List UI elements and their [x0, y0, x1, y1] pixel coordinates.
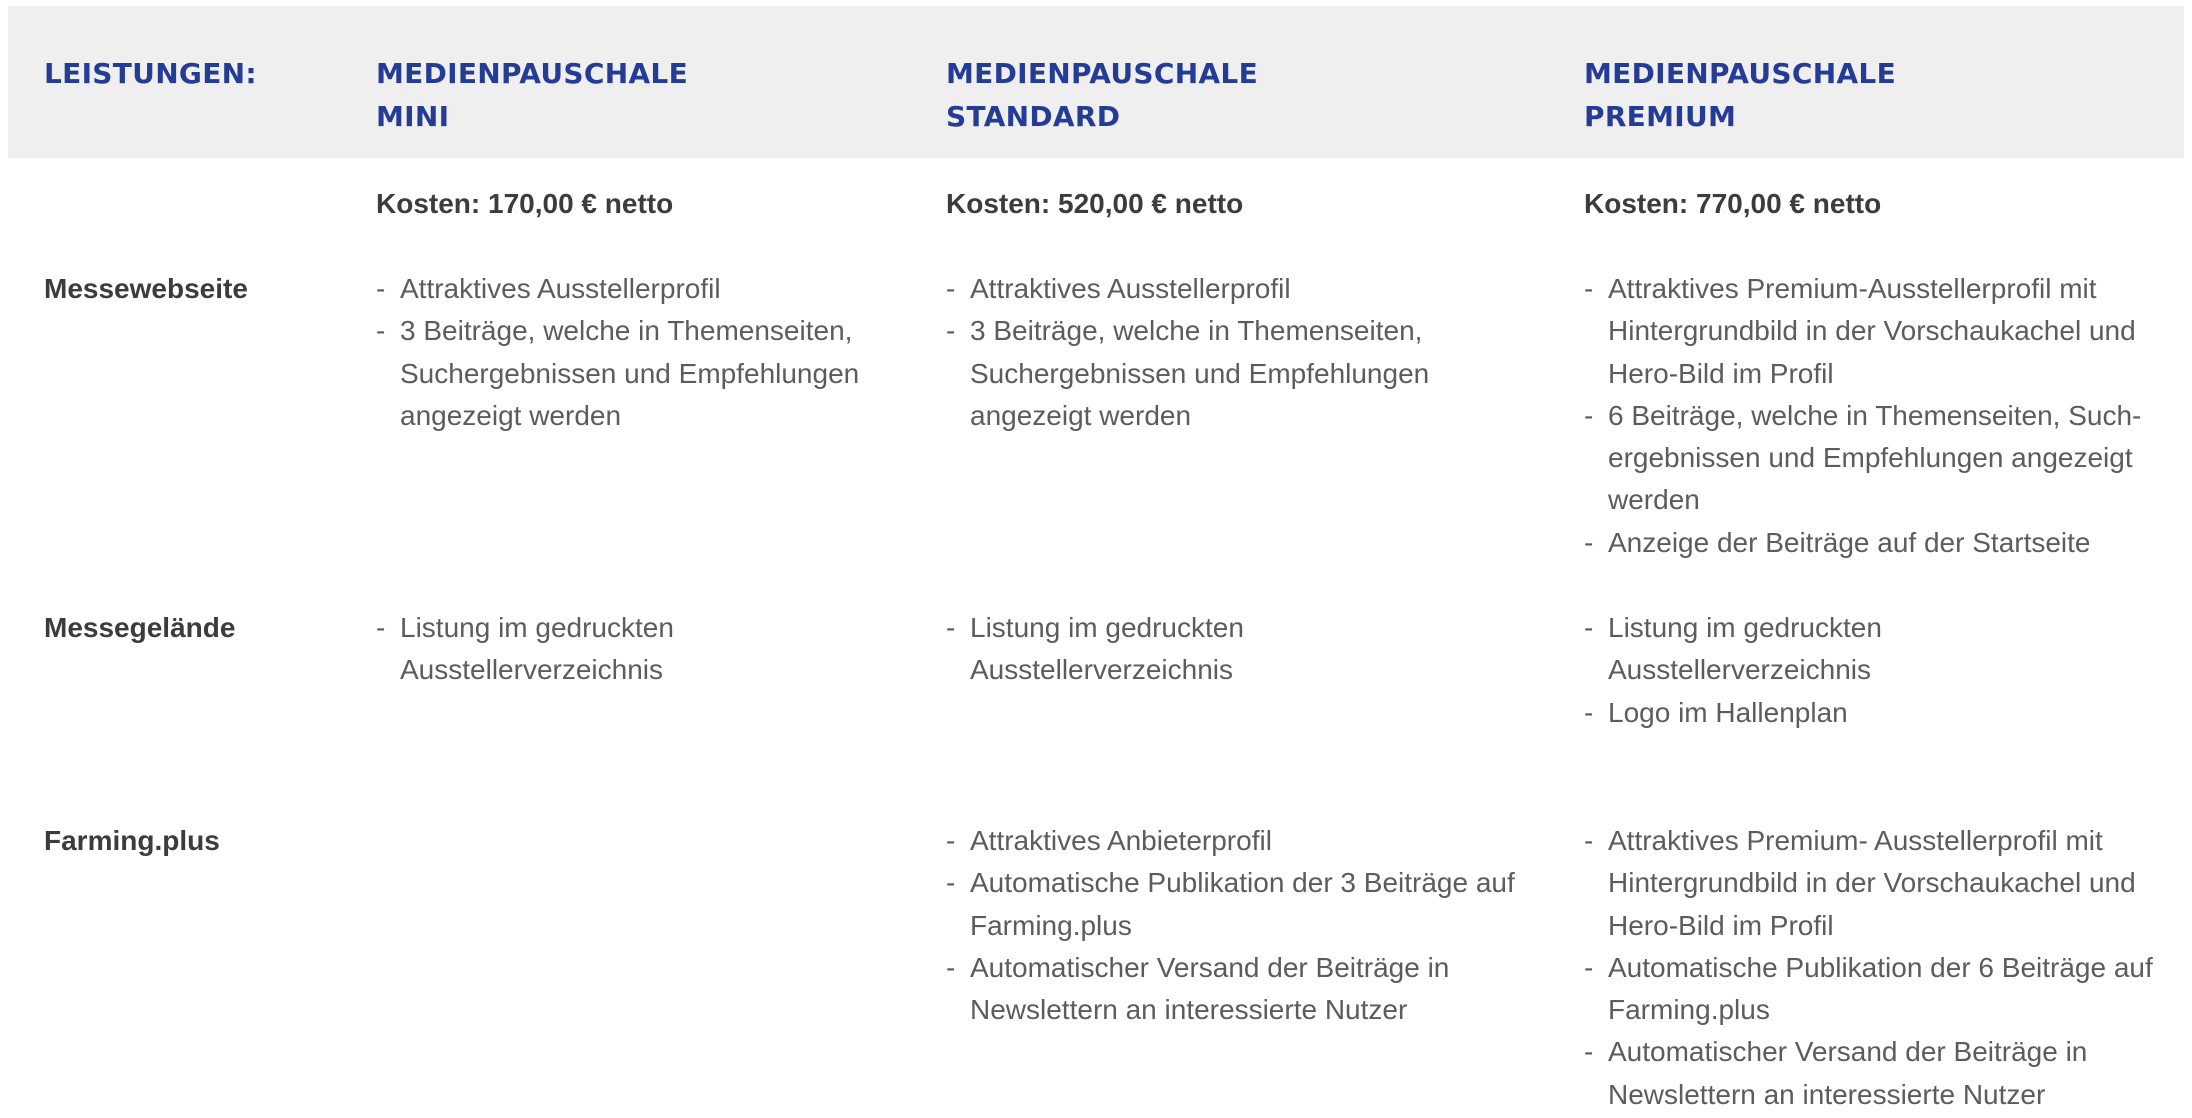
list-item: - Anzeige der Beiträge auf der Startseite: [1584, 522, 2180, 564]
cost-standard: Kosten: 520,00 € netto: [946, 188, 1244, 219]
package-header-mini: [376, 52, 688, 138]
list-item: - 6 Beiträge, welche in Themenseiten, Suchergebnissen und Empfehlungen angezeigt werden: [1584, 395, 2180, 522]
list-item: - Automatische Publikation der 3 Beiträge auf Farming.plus: [946, 862, 1526, 947]
messegelaende-premium-list: [1584, 607, 2180, 734]
list-item: - Listung im gedruckten Ausstellerverzeichnis: [1584, 607, 1964, 692]
messegelaende-standard-list: [946, 607, 1326, 692]
list-item: - Listung im gedruckten Ausstellerverzeichnis: [376, 607, 756, 692]
leistungen-label: LEISTUNGEN:: [44, 57, 257, 90]
package-header-line1: MEDIENPAUSCHALE: [946, 57, 1258, 90]
list-item: - 3 Beiträge, welche in Themenseiten, Suchergebnissen und Empfehlungen angezeigt werden: [946, 310, 1526, 437]
package-header-premium: [1584, 52, 1896, 138]
package-header-line2: STANDARD: [946, 100, 1121, 133]
list-item: - Automatische Publikation der 6 Beiträge auf Farming.plus: [1584, 947, 2180, 1032]
list-item: - 3 Beiträge, welche in Themenseiten, Suchergebnissen und Empfehlungen angezeigt werden: [376, 310, 916, 437]
farming-plus-premium-list: [1584, 820, 2180, 1116]
farming-plus-standard-list: [946, 820, 1526, 1031]
list-item: - Automatischer Versand der Beiträge in Newslettern an interessierte Nutzer: [946, 947, 1526, 1032]
list-item: - Attraktives Premium-Ausstellerprofil mit Hintergrundbild in der Vorschaukachel und Hero-Bild im Profil: [1584, 268, 2180, 395]
cost-premium: Kosten: 770,00 € netto: [1584, 188, 1882, 219]
list-item: - Attraktives Ausstellerprofil: [376, 268, 916, 310]
list-item: - Attraktives Ausstellerprofil: [946, 268, 1526, 310]
package-header-line2: PREMIUM: [1584, 100, 1737, 133]
list-item: - Logo im Hallenplan: [1584, 692, 2180, 734]
list-item: - Attraktives Anbieterprofil: [946, 820, 1526, 862]
package-header-standard: [946, 52, 1258, 138]
list-item: - Listung im gedruckten Ausstellerverzeichnis: [946, 607, 1326, 692]
package-header-line1: MEDIENPAUSCHALE: [376, 57, 688, 90]
messewebseite-premium-list: [1584, 268, 2180, 564]
package-header-line2: MINI: [376, 100, 450, 133]
list-item: - Automatischer Versand der Beiträge in Newslettern an interessierte Nutzer: [1584, 1031, 2180, 1116]
package-header-line1: MEDIENPAUSCHALE: [1584, 57, 1896, 90]
cost-mini: Kosten: 170,00 € netto: [376, 188, 674, 219]
row-label-messewebseite: Messewebseite: [44, 273, 248, 304]
row-label-farming-plus: Farming.plus: [44, 825, 220, 856]
row-label-messegelaende: Messegelände: [44, 612, 236, 643]
messegelaende-mini-list: [376, 607, 756, 692]
leistungen-header: [44, 52, 257, 95]
messewebseite-mini-list: [376, 268, 916, 437]
list-item: - Attraktives Premium- Ausstellerprofil mit Hintergrundbild in der Vorschaukachel und Hero-Bild im Profil: [1584, 820, 2180, 947]
messewebseite-standard-list: [946, 268, 1526, 437]
